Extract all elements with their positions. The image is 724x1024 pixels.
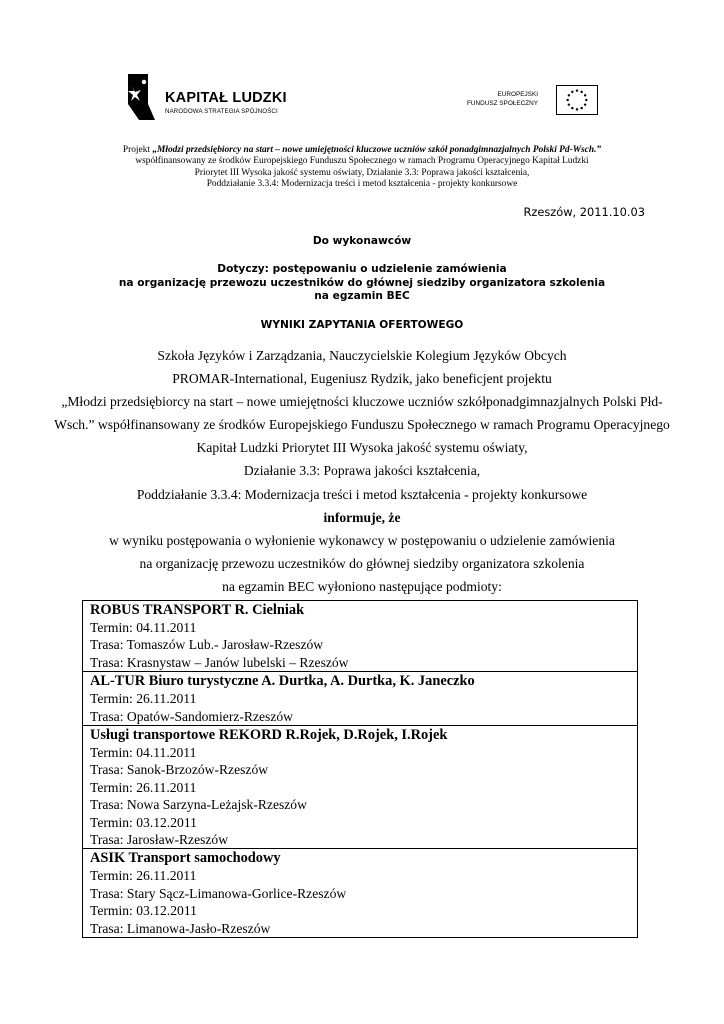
- eu-line-2: FUNDUSZ SPOŁECZNY: [466, 100, 538, 107]
- body-line-11: na egzamin BEC wyłoniono następujące podmioty:: [222, 578, 502, 594]
- subject-line-1: Dotyczy: postępowaniu o udzielenie zamówienia: [217, 263, 507, 275]
- eu-line-1: EUROPEJSKI: [497, 91, 538, 98]
- result-line: Termin: 26.11.2011: [90, 691, 197, 707]
- result-line: Trasa: Krasnystaw – Janów lubelski – Rzeszów: [90, 654, 349, 670]
- result-line: Trasa: Opatów-Sandomierz-Rzeszów: [90, 708, 293, 724]
- body-line-7: Poddziałanie 3.3.4: Modernizacja treści i metod kształcenia - projekty konkursowe: [136, 486, 588, 502]
- results-heading: WYNIKI ZAPYTANIA OFERTOWEGO: [260, 319, 464, 331]
- result-line: Termin: 03.12.2011: [90, 814, 197, 830]
- result-cell: [83, 849, 638, 938]
- result-line: Termin: 03.12.2011: [90, 903, 197, 919]
- project-line-4: Poddziałanie 3.3.4: Modernizacja treści i metod kształcenia - projekty konkursowe: [206, 179, 518, 190]
- project-title: „Młodzi przedsiębiorcy na start – nowe umiejętności kluczowe uczniów szkół ponadgimnazjalnych Polski Pd-Wsch.”: [152, 145, 602, 155]
- result-line: Termin: 26.11.2011: [90, 779, 197, 795]
- kapital-ludzki-title: KAPITAŁ LUDZKI: [165, 90, 287, 106]
- body-line-2: PROMAR-International, Eugeniusz Rydzik, jako beneficjent projektu: [172, 371, 552, 387]
- result-line: Trasa: Limanowa-Jasło-Rzeszów: [90, 920, 271, 936]
- project-prefix: Projekt: [122, 145, 153, 155]
- announcement-body: [40, 344, 684, 598]
- kapital-ludzki-emblem-icon: [124, 74, 156, 120]
- project-line-3: Priorytet III Wysoka jakość systemu oświaty, Działanie 3.3: Poprawa jakości kształcenia,: [194, 167, 530, 178]
- company-name: Usługi transportowe REKORD R.Rojek, D.Rojek, I.Rojek: [90, 727, 448, 744]
- body-line-1: Szkoła Języków i Zarządzania, Nauczycielskie Kolegium Języków Obcych: [157, 348, 567, 363]
- company-name: ASIK Transport samochodowy: [90, 850, 281, 867]
- result-line: Termin: 04.11.2011: [90, 620, 197, 635]
- result-cell: [83, 672, 638, 726]
- table-row: [83, 672, 638, 726]
- project-line-1: [60, 145, 664, 156]
- result-line: Termin: 26.11.2011: [90, 868, 197, 884]
- table-row: [83, 849, 638, 938]
- project-header: [60, 145, 664, 191]
- document-date: Rzeszów, 2011.10.03: [523, 205, 645, 219]
- result-cell: [83, 601, 638, 672]
- company-name: AL-TUR Biuro turystyczne A. Durtka, A. Durtka, K. Janeczko: [90, 673, 475, 690]
- result-line: Trasa: Jarosław-Rzeszów: [90, 832, 229, 848]
- addressee: Do wykonawców: [312, 235, 412, 247]
- eu-flag-icon: [556, 85, 598, 115]
- result-line: Termin: 04.11.2011: [90, 745, 197, 761]
- subject-line-3: na egzamin BEC: [314, 290, 410, 302]
- kapital-ludzki-logo: [124, 74, 287, 122]
- project-line-2: współfinansowany ze środków Europejskiego Funduszu Społecznego w ramach Programu Operacyjnego Kapitał Ludzki: [135, 156, 589, 167]
- result-cell: [83, 726, 638, 849]
- body-line-3: „Młodzi przedsiębiorcy na start – nowe umiejętności kluczowe uczniów szkółponadgimnazjalnych Polski Płd-: [61, 394, 663, 410]
- body-line-10: na organizację przewozu uczestników do głównej siedziby organizatora szkolenia: [139, 555, 585, 571]
- table-row: [83, 726, 638, 849]
- subject: [60, 263, 664, 304]
- table-row: [83, 601, 638, 672]
- body-line-9: w wyniku postępowania o wyłonienie wykonawcy w postępowaniu o udzielenie zamówienia: [109, 532, 615, 548]
- body-line-4: Wsch.” współfinansowany ze środków Europejskiego Funduszu Społecznego w ramach Programu Operacyjnego: [54, 417, 670, 433]
- eu-fund-logo: [466, 85, 598, 117]
- result-line: Trasa: Stary Sącz-Limanowa-Gorlice-Rzeszów: [90, 885, 347, 901]
- body-line-5: Kapitał Ludzki Priorytet III Wysoka jakość systemu oświaty,: [196, 440, 528, 456]
- company-name: ROBUS TRANSPORT R. Cielniak: [90, 602, 305, 618]
- kapital-ludzki-subtitle: NARODOWA STRATEGIA SPÓJNOŚCI: [165, 108, 278, 115]
- result-line: Trasa: Tomaszów Lub.- Jarosław-Rzeszów: [90, 637, 324, 653]
- result-line: Trasa: Nowa Sarzyna-Leżajsk-Rzeszów: [90, 797, 307, 813]
- result-line: Trasa: Sanok-Brzozów-Rzeszów: [90, 762, 269, 778]
- body-line-6: Działanie 3.3: Poprawa jakości kształcenia,: [243, 463, 481, 479]
- subject-line-2: na organizację przewozu uczestników do głównej siedziby organizatora szkolenia: [118, 276, 606, 289]
- eu-fund-text: [467, 90, 538, 108]
- body-line-8: informuje, że: [323, 509, 401, 525]
- results-table: [82, 600, 638, 938]
